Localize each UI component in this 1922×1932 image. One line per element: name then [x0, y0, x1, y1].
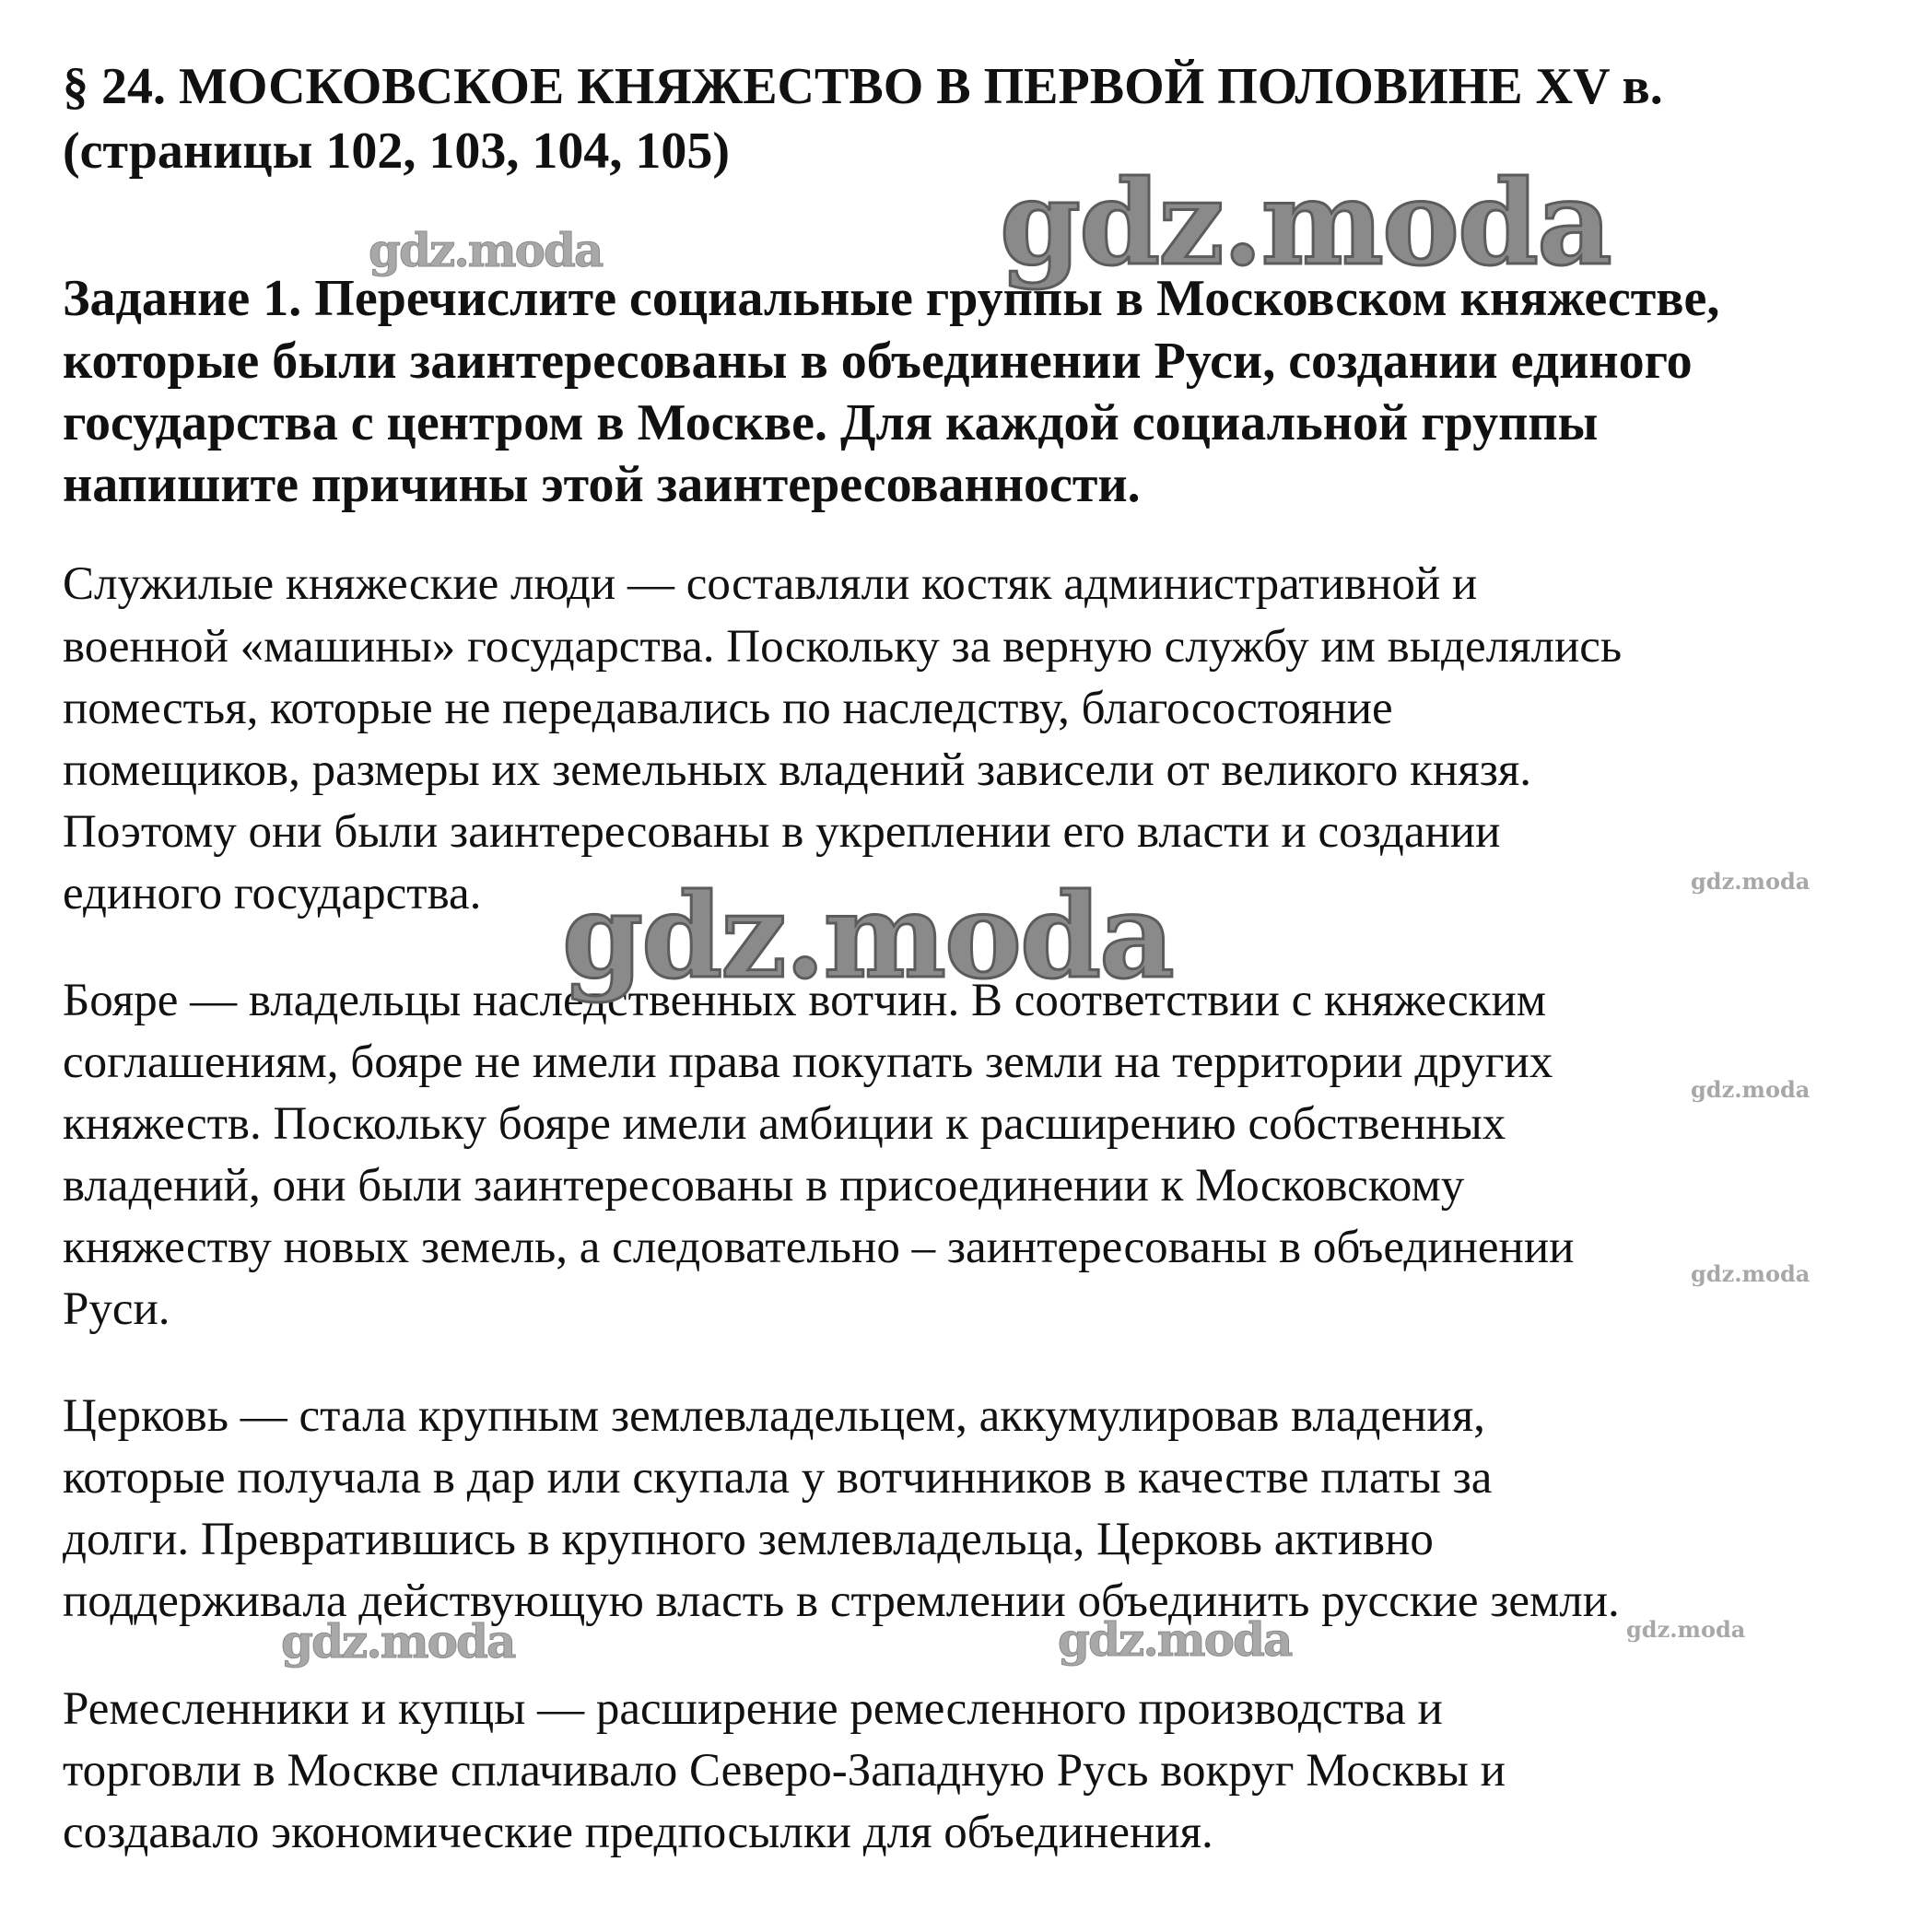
answer-line: Бояре — владельцы наследственных вотчин. В соответствии с княжеским	[63, 975, 1547, 1026]
answer-line: единого государства.	[63, 868, 482, 919]
answer-line: создавало экономические предпосылки для объединения.	[63, 1807, 1213, 1858]
answer-line: долги. Превратившись в крупного землевладельца, Церковь активно	[63, 1514, 1434, 1565]
answer-line: помещиков, размеры их земельных владений зависели от великого князя.	[63, 744, 1532, 796]
answer-line: Служилые княжеские люди — составляли костяк административной и	[63, 558, 1478, 610]
answer-line: которые получала в дар или скупала у вотчинников в качестве платы за	[63, 1452, 1493, 1504]
task-line: напишите причины этой заинтересованности.	[63, 456, 1141, 513]
answer-line: Церковь — стала крупным землевладельцем, аккумулировав владения,	[63, 1390, 1485, 1442]
watermark-logo: gdz.moda	[1058, 1612, 1292, 1667]
answer-line: Поэтому они были заинтересованы в укреплении его власти и создании	[63, 806, 1501, 858]
watermark-logo: gdz.moda	[562, 868, 1173, 1004]
task-line: Задание 1. Перечислите социальные группы в Московском княжестве,	[63, 270, 1720, 327]
answer-line: соглашениям, бояре не имели права покупать земли на территории других	[63, 1036, 1553, 1088]
answer-line: владений, они были заинтересованы в присоединении к Московскому	[63, 1160, 1465, 1212]
answer-line: Руси.	[63, 1283, 170, 1335]
watermark-logo: gdz.moda	[1000, 155, 1611, 291]
answer-line: поддерживала действующую власть в стремлении объединить русские земли.	[63, 1575, 1620, 1627]
answer-line: княжеству новых земель, а следовательно – заинтересованы в объединении	[63, 1222, 1575, 1273]
watermark-logo: gdz.moda	[369, 223, 603, 277]
watermark-logo: gdz.moda	[1691, 868, 1811, 895]
task-line: которые были заинтересованы в объединении Руси, создании единого	[63, 333, 1693, 390]
watermark-logo: gdz.moda	[281, 1614, 515, 1669]
section-title: § 24. МОСКОВСКОЕ КНЯЖЕСТВО В ПЕРВОЙ ПОЛОВИНЕ XV в.	[63, 58, 1663, 115]
answer-line: военной «машины» государства. Поскольку за верную службу им выделялись	[63, 621, 1623, 673]
answer-line: поместья, которые не передавались по наследству, благосостояние	[63, 683, 1393, 734]
watermark-logo: gdz.moda	[1626, 1616, 1746, 1643]
answer-line: княжеств. Поскольку бояре имели амбиции к расширению собственных	[63, 1098, 1506, 1150]
answer-line: Ремесленники и купцы — расширение ремесленного производства и	[63, 1683, 1443, 1735]
pages-reference: (страницы 102, 103, 104, 105)	[63, 123, 731, 180]
task-line: государства с центром в Москве. Для каждой социальной группы	[63, 394, 1599, 451]
watermark-logo: gdz.moda	[1691, 1260, 1811, 1287]
watermark-logo: gdz.moda	[1691, 1076, 1811, 1103]
answer-line: торговли в Москве сплачивало Северо-Западную Русь вокруг Москвы и	[63, 1745, 1506, 1797]
